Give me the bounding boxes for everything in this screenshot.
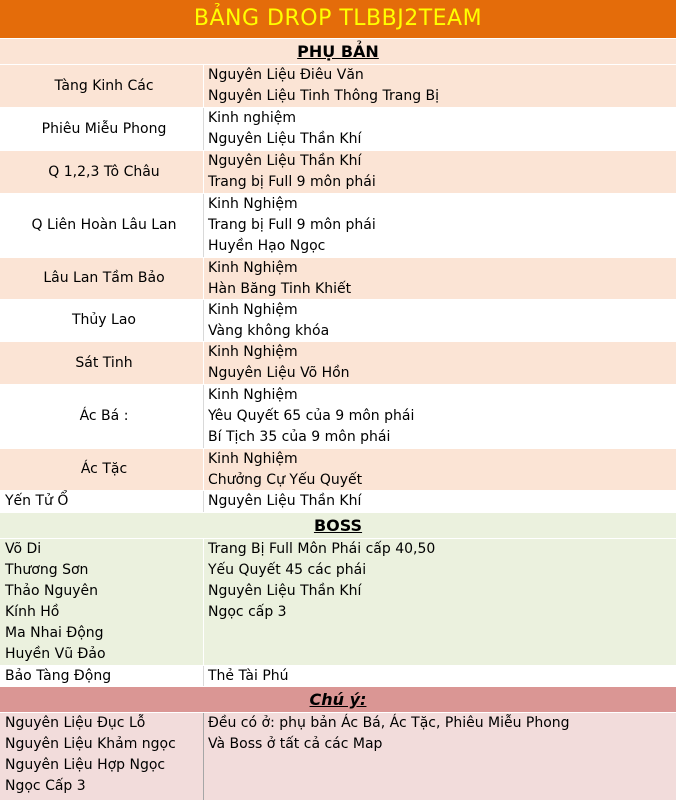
section-header-dungeons: PHỤ BẢN [0, 38, 676, 64]
dungeon-name: Phiêu Miễu Phong [41, 120, 167, 137]
note-items-cell [0, 713, 204, 800]
drop-item: Trang bị Full 9 môn phái [208, 217, 376, 233]
treasure-name-cell [0, 666, 204, 686]
drop-item: Chưởng Cự Yếu Quyết [208, 472, 363, 488]
drop-item: Nguyên Liệu Thần Khí [208, 153, 362, 169]
drop-item: Nguyên Liệu Thần Khí [208, 493, 362, 509]
sheet-title: BẢNG DROP TLBBJ2TEAM [0, 0, 676, 38]
boss-drop-item: Yếu Quyết 45 các phái [208, 562, 367, 578]
section-header-boss: BOSS [0, 512, 676, 538]
drop-item: Trang bị Full 9 môn phái [208, 174, 376, 190]
drop-item: Kinh nghiệm [208, 110, 297, 126]
note-text-line: Và Boss ở tất cả các Map [208, 736, 383, 752]
dungeon-name-cell [0, 151, 204, 193]
treasure-row [0, 665, 676, 686]
dungeon-row [0, 64, 676, 107]
note-item: Nguyên Liệu Đục Lỗ [5, 715, 146, 731]
dungeon-row [0, 384, 676, 448]
dungeon-row [0, 341, 676, 384]
boss-drop-item: Trang Bị Full Môn Phái cấp 40,50 [208, 541, 436, 557]
dungeon-name: Thủy Lao [72, 312, 136, 328]
drop-item: Nguyên Liệu Võ Hồn [208, 365, 350, 381]
dungeon-name: Sát Tinh [75, 354, 133, 371]
dungeon-name: Lâu Lan Tầm Bảo [43, 270, 165, 286]
dungeon-drops-cell [205, 258, 676, 299]
dungeon-row [0, 490, 676, 512]
treasure-name: Bảo Tàng Động [5, 668, 112, 684]
dungeon-drops-cell [205, 300, 676, 341]
boss-map-name: Kính Hồ [5, 604, 60, 620]
boss-map-name: Ma Nhai Động [5, 625, 104, 641]
boss-drop-item: Nguyên Liệu Thần Khí [208, 583, 362, 599]
boss-drop-item: Ngọc cấp 3 [208, 604, 287, 620]
dungeon-name: Q Liên Hoàn Lâu Lan [31, 217, 177, 233]
drop-item: Kinh Nghiệm [208, 387, 298, 403]
dungeon-row [0, 193, 676, 257]
boss-block [0, 538, 676, 665]
dungeon-name-cell [0, 258, 204, 299]
drop-item: Kinh Nghiệm [208, 451, 298, 467]
section-header-notes: Chú ý: [0, 686, 676, 712]
note-text-cell [205, 713, 676, 800]
dungeon-name-cell [0, 342, 204, 384]
note-item: Nguyên Liệu Khảm ngọc [5, 736, 176, 752]
dungeon-name-cell [0, 491, 204, 512]
boss-map-name: Huyền Vũ Đảo [5, 646, 106, 662]
dungeon-drops-cell [205, 342, 676, 384]
dungeon-drops-cell [205, 449, 676, 490]
dungeon-name: Q 1,2,3 Tô Châu [48, 163, 160, 180]
note-item: Ngọc Cấp 3 [5, 778, 86, 794]
dungeon-name-cell [0, 385, 204, 448]
drop-item: Kinh Nghiệm [208, 302, 298, 318]
dungeon-row [0, 107, 676, 150]
dungeon-drops-cell [205, 151, 676, 193]
drop-item: Vàng không khóa [208, 323, 330, 339]
boss-map-name: Võ Di [5, 541, 42, 557]
dungeon-name: Ác Bá : [79, 408, 129, 424]
boss-map-name: Thảo Nguyên [5, 583, 99, 599]
dungeon-drops-cell [205, 491, 676, 512]
drop-item: Hàn Băng Tinh Khiết [208, 281, 352, 297]
drop-item: Nguyên Liệu Thần Khí [208, 131, 362, 147]
dungeon-row [0, 448, 676, 490]
treasure-drop-cell [205, 666, 676, 686]
dungeon-name-cell [0, 65, 204, 107]
drop-item: Kinh Nghiệm [208, 344, 298, 360]
drop-item: Huyền Hạo Ngọc [208, 238, 326, 254]
dungeon-name-cell [0, 300, 204, 341]
dungeon-name-cell [0, 194, 204, 257]
boss-map-name: Thương Sơn [5, 562, 89, 578]
drop-item: Kinh Nghiệm [208, 260, 298, 276]
drop-item: Bí Tịch 35 của 9 môn phái [208, 429, 391, 445]
dungeon-drops-cell [205, 65, 676, 107]
note-text-line: Đều có ở: phụ bản Ác Bá, Ác Tặc, Phiêu Miễu Phong [208, 715, 570, 731]
drop-item: Nguyên Liệu Tinh Thông Trang Bị [208, 88, 440, 104]
drop-item: Kinh Nghiệm [208, 196, 298, 212]
drop-item: Yêu Quyết 65 của 9 môn phái [208, 408, 415, 424]
dungeon-row [0, 150, 676, 193]
notes-block [0, 712, 676, 800]
boss-names-cell [0, 539, 204, 665]
dungeon-drops-cell [205, 194, 676, 257]
dungeon-name: Yến Tử Ổ [5, 493, 69, 509]
dungeon-drops-cell [205, 108, 676, 150]
drop-item: Nguyên Liệu Điêu Văn [208, 67, 364, 83]
dungeon-name-cell [0, 449, 204, 490]
dungeon-name: Ác Tặc [80, 461, 128, 477]
dungeon-name-cell [0, 108, 204, 150]
dungeon-row [0, 299, 676, 341]
dungeon-drops-cell [205, 385, 676, 448]
note-item: Nguyên Liệu Hợp Ngọc [5, 757, 166, 773]
dungeon-name: Tàng Kinh Các [54, 77, 154, 94]
treasure-drop: Thẻ Tài Phú [208, 668, 289, 684]
dungeon-row [0, 257, 676, 299]
boss-drops-cell [205, 539, 676, 665]
